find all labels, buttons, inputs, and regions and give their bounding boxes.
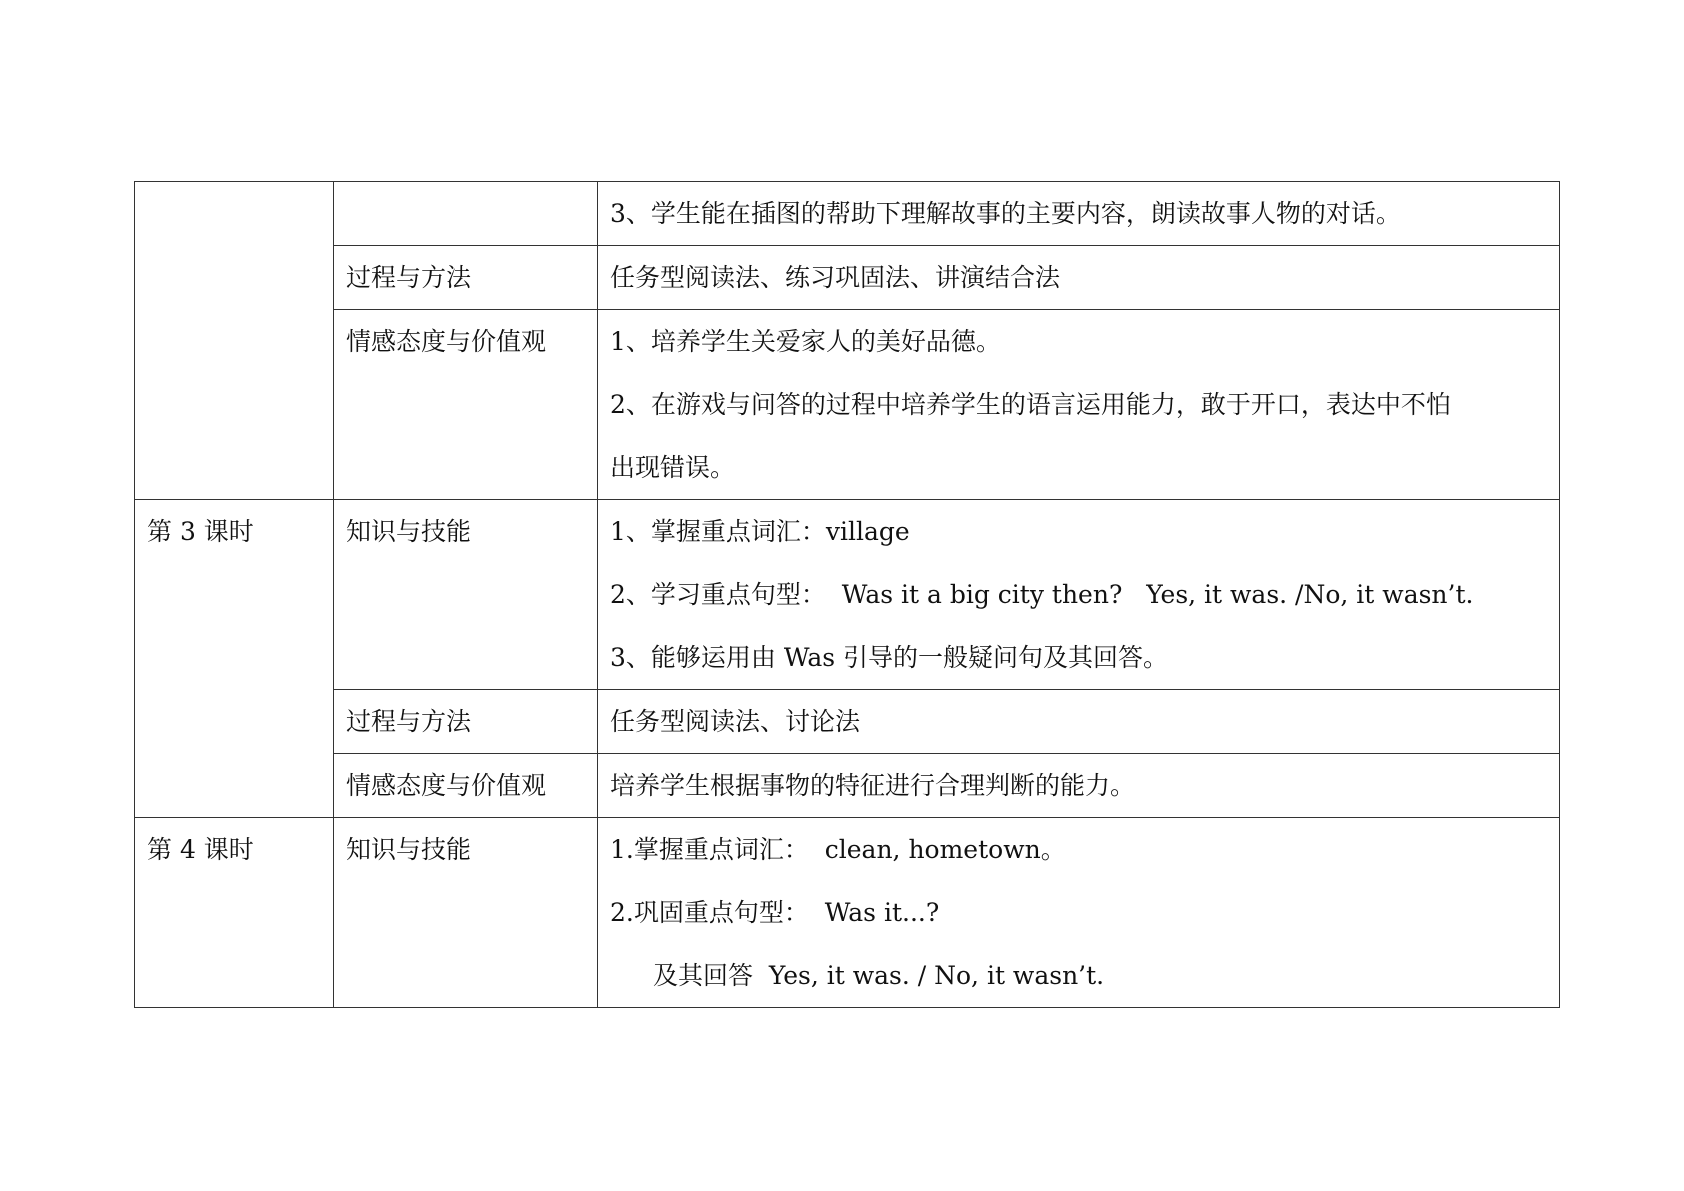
dimension-cell: 情感态度与价值观 xyxy=(334,754,598,818)
content-line: 1、培养学生关爱家人的美好品德。 xyxy=(610,327,1001,356)
content-line: 3、能够运用由 Was 引导的一般疑问句及其回答。 xyxy=(610,643,1169,672)
content-cell xyxy=(598,182,1560,246)
table-row xyxy=(135,818,1560,1008)
content-line: 2、在游戏与问答的过程中培养学生的语言运用能力，敢于开口，表达中不怕 xyxy=(610,390,1451,419)
lesson-cell: 第 3 课时 xyxy=(135,500,334,818)
content-line: 出现错误。 xyxy=(610,453,736,482)
dimension-cell: 知识与技能 xyxy=(334,818,598,1008)
table-row xyxy=(135,690,1560,754)
lesson-cell xyxy=(135,182,334,500)
dimension-cell: 过程与方法 xyxy=(334,690,598,754)
table-row xyxy=(135,754,1560,818)
dimension-cell: 过程与方法 xyxy=(334,246,598,310)
content-line: 3、学生能在插图的帮助下理解故事的主要内容，朗读故事人物的对话。 xyxy=(610,199,1401,228)
table-row xyxy=(135,310,1560,500)
content-cell xyxy=(598,818,1560,1008)
table-row xyxy=(135,246,1560,310)
dimension-cell: 知识与技能 xyxy=(334,500,598,690)
content-cell xyxy=(598,246,1560,310)
content-line: 2、学习重点句型： Was it a big city then? Yes, it was. /No, it wasn’t. xyxy=(610,580,1474,609)
content-line: 2.巩固重点句型： Was it...? xyxy=(610,898,940,927)
dimension-cell: 情感态度与价值观 xyxy=(334,310,598,500)
content-line: 任务型阅读法、练习巩固法、讲演结合法 xyxy=(610,263,1061,292)
content-line: 1、掌握重点词汇：village xyxy=(610,517,910,546)
content-cell xyxy=(598,754,1560,818)
content-cell xyxy=(598,310,1560,500)
lesson-cell: 第 4 课时 xyxy=(135,818,334,1008)
table-row xyxy=(135,182,1560,246)
lesson-objectives-table xyxy=(134,181,1560,1008)
content-line: 及其回答 Yes, it was. / No, it wasn’t. xyxy=(653,961,1105,990)
dimension-cell xyxy=(334,182,598,246)
content-line: 任务型阅读法、讨论法 xyxy=(610,707,861,736)
content-cell xyxy=(598,690,1560,754)
content-line: 1.掌握重点词汇： clean, hometown。 xyxy=(610,835,1066,864)
content-cell xyxy=(598,500,1560,690)
table-row xyxy=(135,500,1560,690)
content-line: 培养学生根据事物的特征进行合理判断的能力。 xyxy=(610,771,1136,800)
